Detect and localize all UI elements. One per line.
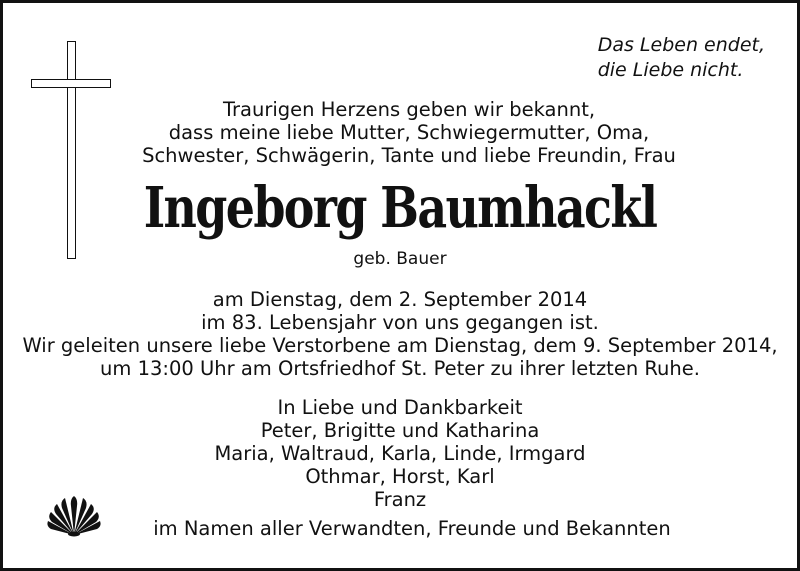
- family-line: Maria, Waltraud, Karla, Linde, Irmgard: [214, 442, 586, 465]
- intro-line: dass meine liebe Mutter, Schwiegermutter, Oma,: [168, 121, 650, 144]
- family-line: In Liebe und Dankbarkeit: [277, 396, 523, 419]
- announcement-line: um 13:00 Uhr am Ortsfriedhof St. Peter zu ihrer letzten Ruhe.: [100, 357, 700, 380]
- deceased-name: Ingeborg Baumhackl: [143, 175, 657, 241]
- intro-text: [3, 98, 797, 167]
- announcement-line: im 83. Lebensjahr von uns gegangen ist.: [201, 311, 599, 334]
- motto: [598, 33, 765, 83]
- motto-line-2: die Liebe nicht.: [597, 59, 744, 81]
- announcement-line: am Dienstag, dem 2. September 2014: [212, 288, 588, 311]
- family-line: Franz: [373, 488, 427, 511]
- announcement-line: Wir geleiten unsere liebe Verstorbene am Dienstag, dem 9. September 2014,: [22, 334, 778, 357]
- closing-line: im Namen aller Verwandten, Freunde und Bekannten: [153, 517, 671, 540]
- family-list: [3, 396, 797, 511]
- announcement-text: [3, 288, 797, 380]
- family-line: Othmar, Horst, Karl: [305, 465, 495, 488]
- intro-line: Schwester, Schwägerin, Tante und liebe Freundin, Frau: [142, 144, 676, 167]
- maiden-name: geb. Bauer: [353, 249, 447, 269]
- family-line: Peter, Brigitte und Katharina: [260, 419, 540, 442]
- intro-line: Traurigen Herzens geben wir bekannt,: [222, 98, 596, 121]
- motto-line-1: Das Leben endet,: [597, 34, 765, 56]
